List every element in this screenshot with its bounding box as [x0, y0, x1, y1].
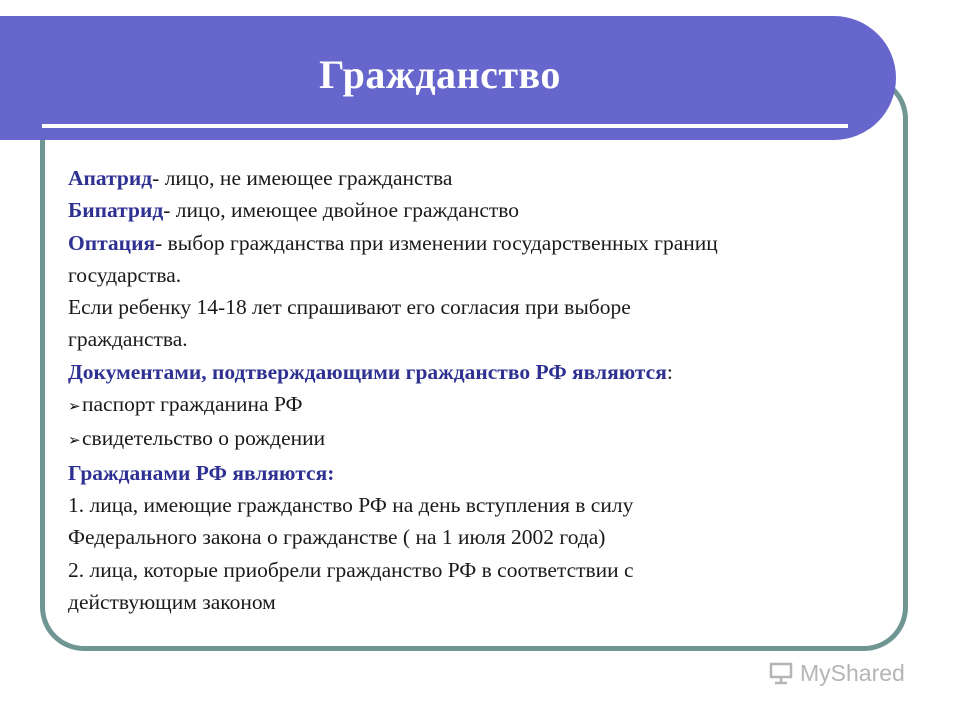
child-consent-line-2: гражданства.	[68, 327, 188, 352]
document-item-label: паспорт гражданина РФ	[82, 392, 303, 417]
apatrid-definition: - лицо, не имеющее гражданства	[152, 166, 453, 190]
document-item	[68, 422, 888, 456]
citizens-item-2-line-1: 2. лица, которые приобрели гражданство РФ в соответствии с	[68, 557, 634, 582]
citizens-item-1-line-1: 1. лица, имеющие гражданство РФ на день вступления в силу	[68, 492, 634, 517]
child-consent-line-1: Если ребенку 14-18 лет спрашивают его согласия при выборе	[68, 295, 631, 320]
arrow-bullet-icon: ➢	[68, 397, 81, 416]
term-bipatrid: Бипатрид	[68, 198, 164, 223]
slide-title: Гражданство	[319, 51, 561, 97]
document-item-label: свидетельство о рождении	[82, 426, 326, 451]
watermark-text: MyShared	[800, 659, 905, 686]
optation-definition-cont: государства.	[68, 262, 182, 287]
term-optation: Оптация	[68, 230, 156, 255]
definition-optation	[68, 227, 888, 259]
citizens-item-1-line-2: Федерального закона о гражданстве ( на 1 июля 2002 года)	[68, 525, 606, 550]
documents-heading-line	[68, 356, 888, 388]
slide-body	[68, 162, 888, 618]
term-apatrid: Апатрид	[68, 166, 153, 190]
citizens-item-2-line-2: действующим законом	[68, 589, 276, 614]
arrow-bullet-icon: ➢	[68, 431, 81, 450]
documents-heading: Документами, подтверждающими гражданство РФ являются	[68, 359, 667, 384]
definition-apatrid	[68, 162, 888, 194]
document-item	[68, 388, 888, 422]
bipatrid-definition: - лицо, имеющее двойное гражданство	[163, 198, 520, 223]
definition-bipatrid	[68, 194, 888, 226]
presentation-screen-icon	[768, 660, 794, 686]
optation-definition: - выбор гражданства при изменении государственных границ	[155, 230, 718, 255]
documents-colon: :	[666, 359, 673, 384]
citizens-heading: Гражданами РФ являются:	[68, 460, 335, 485]
myshared-watermark	[768, 655, 905, 691]
